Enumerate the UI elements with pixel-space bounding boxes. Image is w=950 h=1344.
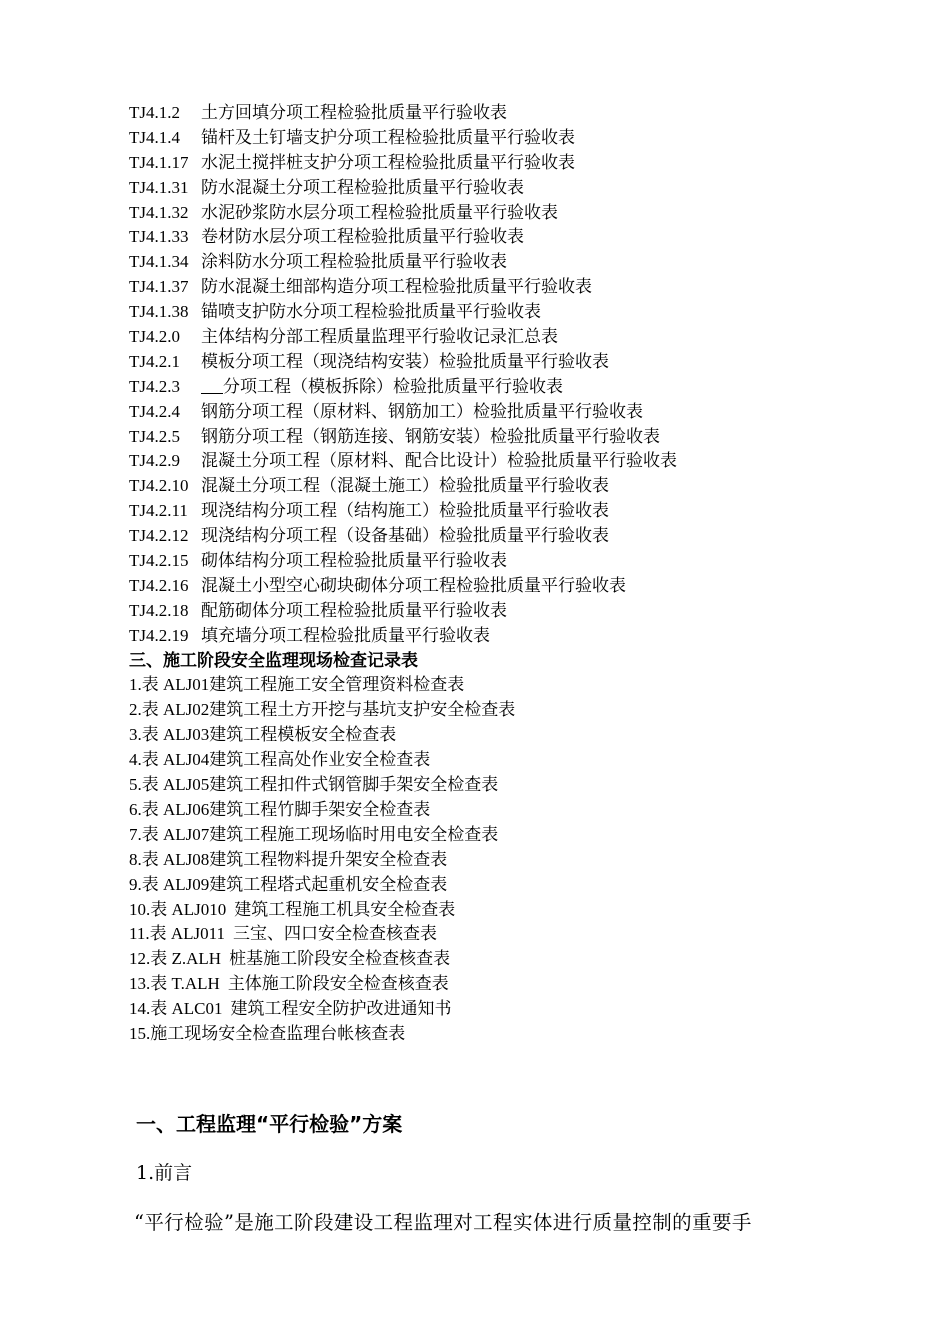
item-code: TJ4.1.17 (129, 152, 189, 172)
item-text: 卷材防水层分项工程检验批质量平行验收表 (201, 227, 524, 247)
form-list (129, 101, 909, 1047)
item-code: 4.表 ALJ04 (129, 750, 210, 770)
list-item (129, 972, 909, 997)
list-item (129, 375, 909, 400)
item-text: 模板分项工程（现浇结构安装）检验批质量平行验收表 (201, 351, 609, 371)
subsection-title: 1.前言 (136, 1162, 193, 1184)
item-text: 钢筋分项工程（钢筋连接、钢筋安装）检验批质量平行验收表 (201, 426, 660, 446)
item-text: 建筑工程土方开挖与基坑支护安全检查表 (209, 700, 516, 720)
item-code: TJ4.1.4 (129, 127, 180, 147)
list-item (129, 997, 909, 1022)
item-text: 现浇结构分项工程（设备基础）检验批质量平行验收表 (201, 526, 609, 546)
item-code: TJ4.1.37 (129, 277, 189, 297)
list-item (129, 400, 909, 425)
item-text: 建筑工程施工安全管理资料检查表 (209, 675, 465, 695)
section-one-title: 一、工程监理“平行检验”方案 (136, 1112, 403, 1136)
item-code: 1.表 ALJ01 (129, 675, 210, 695)
item-text: 锚杆及土钉墙支护分项工程检验批质量平行验收表 (201, 127, 575, 147)
list-item (129, 225, 909, 250)
item-code: 12.表 Z.ALH (129, 949, 222, 969)
item-code: 11.表 ALJ011 (129, 924, 226, 944)
item-text: 三宝、四口安全检查核查表 (233, 924, 438, 944)
item-code: 14.表 ALC01 (129, 999, 223, 1019)
list-item (129, 499, 909, 524)
item-code: 5.表 ALJ05 (129, 775, 210, 795)
item-text: 建筑工程高处作业安全检查表 (209, 750, 431, 770)
item-code: 9.表 ALJ09 (129, 874, 210, 894)
list-item (129, 748, 909, 773)
item-code: 8.表 ALJ08 (129, 849, 210, 869)
item-text: 锚喷支护防水分项工程检验批质量平行验收表 (201, 302, 541, 322)
blank-underline (201, 377, 223, 394)
list-item (129, 848, 909, 873)
list-item (129, 151, 909, 176)
list-item (129, 350, 909, 375)
item-code: 10.表 ALJ010 (129, 899, 227, 919)
item-text: 建筑工程安全防护改进通知书 (230, 999, 452, 1019)
item-code: TJ4.2.15 (129, 551, 189, 571)
item-text: 砌体结构分项工程检验批质量平行验收表 (201, 551, 507, 571)
list-item (129, 947, 909, 972)
item-code: TJ4.2.9 (129, 451, 180, 471)
item-code: 6.表 ALJ06 (129, 799, 210, 819)
item-code: TJ4.2.11 (129, 501, 188, 521)
item-code: TJ4.1.2 (129, 103, 180, 122)
body-paragraph: “平行检验”是施工阶段建设工程监理对工程实体进行质量控制的重要手 (134, 1211, 752, 1234)
item-text: 15.施工现场安全检查监理台帐核查表 (129, 1023, 406, 1043)
list-item (129, 275, 909, 300)
item-code: TJ4.2.4 (129, 401, 180, 421)
item-code: TJ4.2.16 (129, 575, 189, 595)
item-code: 7.表 ALJ07 (129, 824, 210, 844)
item-text: 混凝土分项工程（原材料、配合比设计）检验批质量平行验收表 (201, 451, 677, 471)
list-item (129, 922, 909, 947)
item-text: 分项工程（模板拆除）检验批质量平行验收表 (223, 376, 563, 396)
item-text: 主体施工阶段安全检查核查表 (227, 974, 449, 994)
list-item (129, 898, 909, 923)
item-text: 建筑工程施工机具安全检查表 (234, 899, 456, 919)
item-text: 防水混凝土细部构造分项工程检验批质量平行验收表 (201, 277, 592, 297)
list-item (129, 773, 909, 798)
list-item (129, 425, 909, 450)
list-item (129, 798, 909, 823)
item-code: 2.表 ALJ02 (129, 700, 210, 720)
item-text: 配筋砌体分项工程检验批质量平行验收表 (201, 600, 507, 620)
item-text: 涂料防水分项工程检验批质量平行验收表 (201, 252, 507, 272)
item-code: 3.表 ALJ03 (129, 725, 210, 745)
item-text: 建筑工程施工现场临时用电安全检查表 (209, 824, 499, 844)
list-item (129, 673, 909, 698)
item-code: TJ4.1.38 (129, 302, 189, 322)
item-code: 13.表 T.ALH (129, 974, 220, 994)
item-text: 主体结构分部工程质量监理平行验收记录汇总表 (201, 327, 558, 347)
list-item (129, 599, 909, 624)
item-code: TJ4.2.18 (129, 600, 189, 620)
list-item (129, 201, 909, 226)
item-text: 水泥土搅拌桩支护分项工程检验批质量平行验收表 (201, 152, 575, 172)
list-item (129, 101, 909, 126)
list-item (129, 698, 909, 723)
item-code: TJ4.2.5 (129, 426, 180, 446)
list-item (129, 126, 909, 151)
list-item (129, 823, 909, 848)
item-code: TJ4.2.0 (129, 327, 180, 347)
item-text: 水泥砂浆防水层分项工程检验批质量平行验收表 (201, 202, 558, 222)
list-item (129, 1022, 909, 1047)
list-item (129, 250, 909, 275)
item-text: 混凝土小型空心砌块砌体分项工程检验批质量平行验收表 (201, 575, 626, 595)
item-text: 建筑工程物料提升架安全检查表 (209, 849, 448, 869)
item-text: 填充墙分项工程检验批质量平行验收表 (201, 625, 490, 645)
item-text: 建筑工程竹脚手架安全检查表 (209, 799, 431, 819)
item-code: TJ4.2.3 (129, 376, 180, 396)
list-item (129, 549, 909, 574)
list-item (129, 325, 909, 350)
item-text: 建筑工程塔式起重机安全检查表 (209, 874, 448, 894)
list-item (129, 449, 909, 474)
item-code: TJ4.1.34 (129, 252, 189, 272)
item-text: 土方回填分项工程检验批质量平行验收表 (201, 103, 507, 122)
list-item (129, 624, 909, 649)
list-item (129, 300, 909, 325)
list-item (129, 873, 909, 898)
list-item (129, 723, 909, 748)
item-code: TJ4.1.33 (129, 227, 189, 247)
list-item (129, 574, 909, 599)
item-code: TJ4.2.19 (129, 625, 189, 645)
list-item (129, 524, 909, 549)
item-text: 混凝土分项工程（混凝土施工）检验批质量平行验收表 (201, 476, 609, 496)
item-text: 桩基施工阶段安全检查核查表 (229, 949, 451, 969)
item-text: 防水混凝土分项工程检验批质量平行验收表 (201, 177, 524, 197)
item-text: 建筑工程扣件式钢管脚手架安全检查表 (209, 775, 499, 795)
list-item (129, 474, 909, 499)
item-code: TJ4.2.12 (129, 526, 189, 546)
item-code: TJ4.1.32 (129, 202, 189, 222)
item-code: TJ4.1.31 (129, 177, 189, 197)
item-text: 钢筋分项工程（原材料、钢筋加工）检验批质量平行验收表 (201, 401, 643, 421)
list-item (129, 176, 909, 201)
item-text: 现浇结构分项工程（结构施工）检验批质量平行验收表 (201, 501, 609, 521)
section-three-heading: 三、施工阶段安全监理现场检查记录表 (129, 650, 418, 670)
item-code: TJ4.2.1 (129, 351, 180, 371)
item-code: TJ4.2.10 (129, 476, 189, 496)
item-text: 建筑工程模板安全检查表 (209, 725, 397, 745)
